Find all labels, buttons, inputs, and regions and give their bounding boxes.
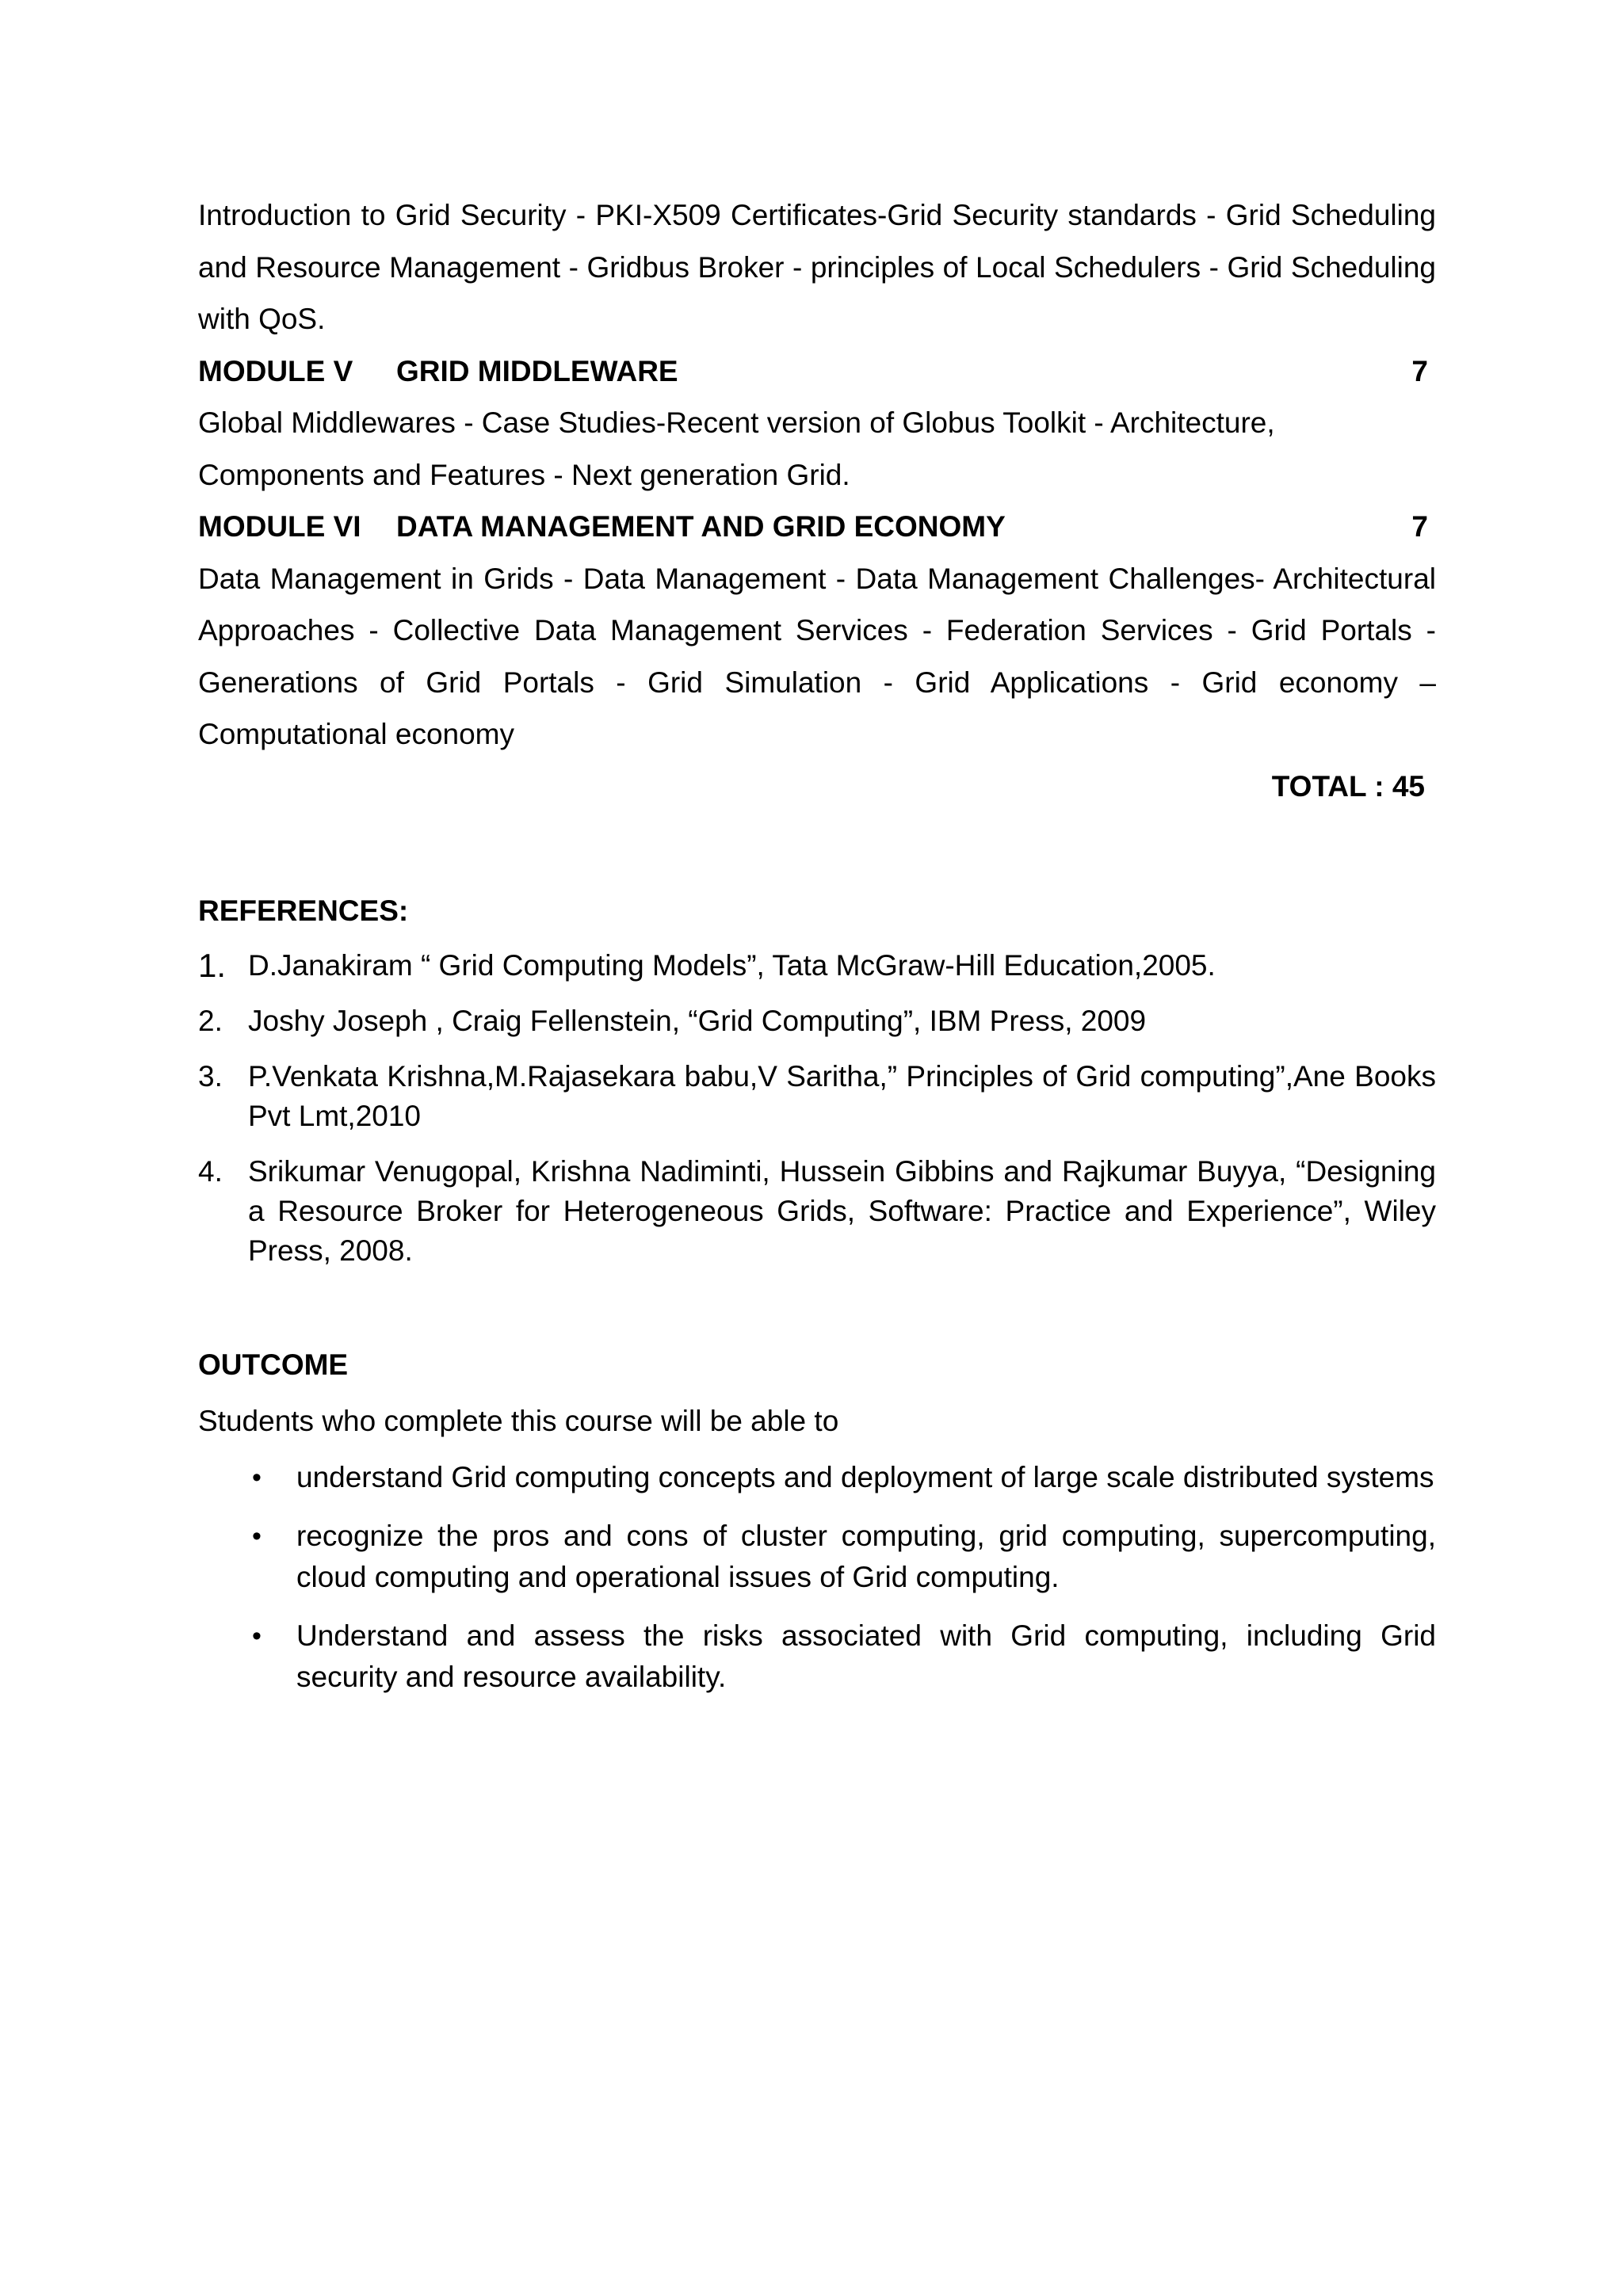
module-6-number: MODULE VI [198, 510, 361, 543]
outcome-text: understand Grid computing concepts and deployment of large scale distributed systems [296, 1461, 1434, 1493]
outcome-text: recognize the pros and cons of cluster computing, grid computing, supercomputing, cloud computing and operational issues of Grid computing. [296, 1520, 1436, 1593]
reference-text: Joshy Joseph , Craig Fellenstein, “Grid Computing”, IBM Press, 2009 [248, 1005, 1147, 1037]
outcome-heading: OUTCOME [198, 1348, 349, 1381]
reference-index: 4. [198, 1155, 223, 1188]
module-6-title: DATA MANAGEMENT AND GRID ECONOMY [396, 510, 1006, 543]
outcome-item [198, 1615, 1436, 1698]
total-hours: TOTAL : 45 [1271, 769, 1425, 803]
module-6-body: Data Management in Grids - Data Management - Data Management Challenges- Architectural Approaches - Collective Data Management Services - Federation Services - Grid Portals - Generations of Grid Portals - Grid Simulation - Grid Applications - Grid economy – Computational economy [198, 562, 1436, 750]
reference-item [198, 1057, 1436, 1136]
references-heading: REFERENCES: [198, 894, 409, 927]
reference-index: 3. [198, 1060, 223, 1093]
module-5-hours: 7 [1411, 354, 1428, 387]
module-5-line-2: Components and Features - Next generation Grid. [198, 458, 850, 491]
reference-item [198, 946, 1436, 986]
module-5-heading [198, 345, 1436, 398]
outcome-intro: Students who complete this course will be able to [198, 1405, 839, 1437]
references-list [198, 946, 1436, 1271]
outcome-item [198, 1516, 1436, 1598]
module-6-hours: 7 [1411, 510, 1428, 543]
bullet-icon: • [252, 1521, 262, 1551]
outcome-item [198, 1457, 1436, 1498]
outcome-list [198, 1457, 1436, 1698]
intro-paragraph: Introduction to Grid Security - PKI-X509 Certificates-Grid Security standards - Grid Scheduling and Resource Management - Gridbus Broker - principles of Local Schedulers - Grid Scheduling with QoS. [198, 199, 1436, 335]
reference-text: D.Janakiram “ Grid Computing Models”, Tata McGraw-Hill Education,2005. [248, 949, 1216, 982]
module-5-line-1: Global Middlewares - Case Studies-Recent version of Globus Toolkit - Architecture, [198, 406, 1275, 439]
outcome-text: Understand and assess the risks associated with Grid computing, including Grid security and resource availability. [296, 1619, 1436, 1693]
page-content [198, 0, 1436, 1698]
module-5-number: MODULE V [198, 354, 353, 387]
module-5-title: GRID MIDDLEWARE [396, 354, 678, 387]
reference-item [198, 1001, 1436, 1041]
reference-text: P.Venkata Krishna,M.Rajasekara babu,V Saritha,” Principles of Grid computing”,Ane Books Pvt Lmt,2010 [248, 1060, 1436, 1132]
reference-item [198, 1152, 1436, 1271]
module-6-heading [198, 501, 1436, 553]
bullet-icon: • [252, 1463, 262, 1493]
reference-index: 1. [198, 947, 227, 984]
bullet-icon: • [252, 1621, 262, 1651]
reference-index: 2. [198, 1005, 223, 1037]
reference-text: Srikumar Venugopal, Krishna Nadiminti, Hussein Gibbins and Rajkumar Buyya, “Designing a Resource Broker for Heterogeneous Grids, Software: Practice and Experience”, Wiley Press, 2008. [248, 1155, 1436, 1267]
